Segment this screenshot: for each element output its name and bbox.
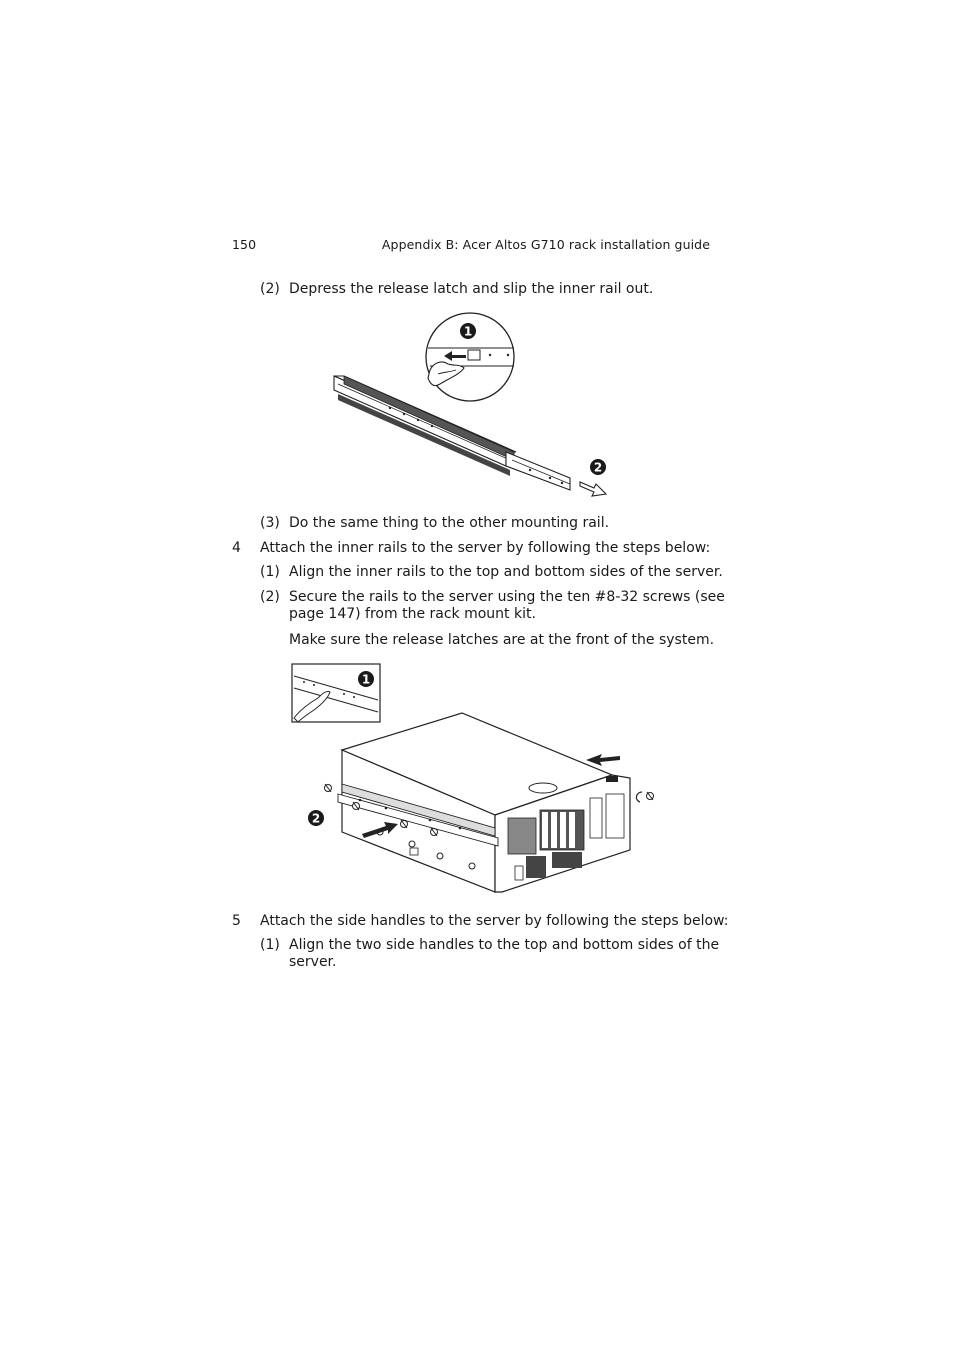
step-number: 5 [232,913,241,929]
server-rail-figure [290,660,670,895]
step-marker: (2) [260,589,280,605]
step-text: Align the inner rails to the top and bottom sides of the server. [289,564,723,580]
step-marker: (3) [260,515,280,531]
pull-out-arrow-icon [580,482,606,496]
step-marker: (1) [260,937,280,953]
rail-detail-inset [292,664,380,722]
page-number: 150 [232,237,257,252]
svg-text:2: 2 [593,460,603,475]
callout-1-badge [460,323,476,339]
step-text: Do the same thing to the other mounting rail. [289,515,610,531]
svg-text:1: 1 [361,672,371,687]
step-marker: (2) [260,281,280,297]
step-text: Attach the side handles to the server by following the steps below: [260,913,729,929]
step-text: Secure the rails to the server using the ten #8-32 screws (see [289,589,725,605]
svg-text:2: 2 [311,811,321,826]
step-text: Align the two side handles to the top and bottom sides of the [289,937,720,953]
rail-release-figure [330,310,620,505]
server-chassis [338,713,630,892]
step-text: page 147) from the rack mount kit. [289,606,536,622]
step-text: Attach the inner rails to the server by following the steps below: [260,540,711,556]
callout-2-badge [590,459,606,475]
step-text: server. [289,954,337,970]
svg-text:1: 1 [463,324,473,339]
note-text: Make sure the release latches are at the front of the system. [289,632,715,648]
step-marker: (1) [260,564,280,580]
step-text: Depress the release latch and slip the inner rail out. [289,281,654,297]
running-title: Appendix B: Acer Altos G710 rack installation guide [381,237,710,252]
callout-2-badge [308,810,324,826]
insert-arrow-icon [586,754,620,766]
step-number: 4 [232,540,241,556]
